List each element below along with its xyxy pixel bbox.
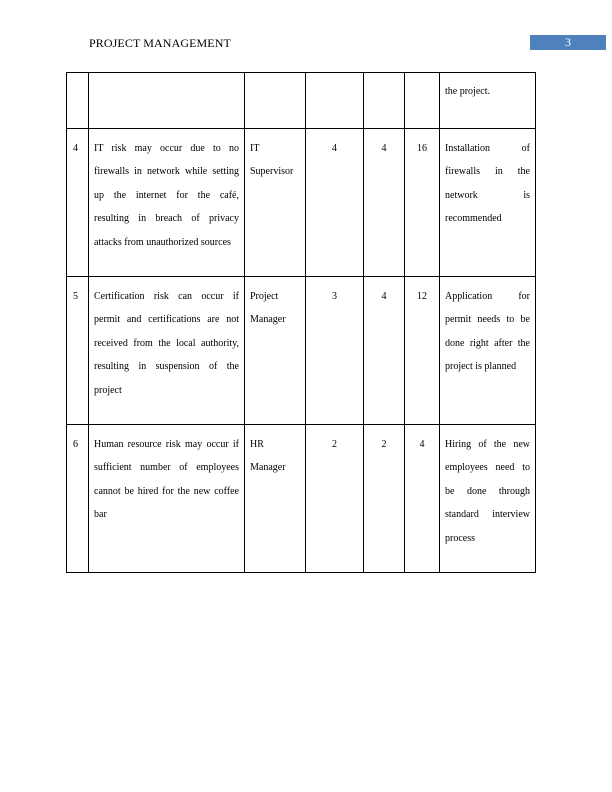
table-row xyxy=(67,425,536,573)
table-row xyxy=(67,129,536,277)
cell-owner xyxy=(245,73,306,129)
cell-no xyxy=(67,73,89,129)
cell-response: the project. xyxy=(440,73,536,129)
cell-response: Application for permit needs to be done right after the project is planned xyxy=(440,277,536,425)
owner-line: HR xyxy=(250,439,264,450)
owner-line: Manager xyxy=(250,462,286,474)
cell-owner xyxy=(245,129,306,277)
page-number: 3 xyxy=(530,35,606,50)
cell-description xyxy=(89,73,245,129)
owner-line: Supervisor xyxy=(250,166,294,178)
cell-score: 4 xyxy=(405,425,440,573)
cell-description: Certification risk can occur if permit and certifications are not received from the local authority, resulting in suspension of the project xyxy=(89,277,245,425)
cell-score: 12 xyxy=(405,277,440,425)
table-row-continuation xyxy=(67,73,536,129)
cell-probability: 3 xyxy=(306,277,364,425)
table-row xyxy=(67,277,536,425)
cell-impact: 2 xyxy=(364,425,405,573)
cell-probability: 2 xyxy=(306,425,364,573)
cell-response: Hiring of the new employees need to be done through standard interview process xyxy=(440,425,536,573)
cell-no: 6 xyxy=(67,425,89,573)
cell-impact: 4 xyxy=(364,129,405,277)
cell-description: IT risk may occur due to no firewalls in network while setting up the internet for the café, resulting in breach of privacy attacks from unauthorized sources xyxy=(89,129,245,277)
owner-line: Manager xyxy=(250,314,286,326)
cell-probability: 4 xyxy=(306,129,364,277)
cell-probability xyxy=(306,73,364,129)
risk-register-table xyxy=(66,72,536,573)
cell-no: 5 xyxy=(67,277,89,425)
cell-response: Installation of firewalls in the network is recommended xyxy=(440,129,536,277)
cell-impact: 4 xyxy=(364,277,405,425)
cell-score: 16 xyxy=(405,129,440,277)
cell-owner xyxy=(245,277,306,425)
running-header-title: PROJECT MANAGEMENT xyxy=(89,36,231,50)
owner-line: IT xyxy=(250,143,260,154)
cell-score xyxy=(405,73,440,129)
cell-no: 4 xyxy=(67,129,89,277)
cell-impact xyxy=(364,73,405,129)
owner-line: Project xyxy=(250,291,279,302)
cell-description: Human resource risk may occur if sufficient number of employees cannot be hired for the new coffee bar xyxy=(89,425,245,573)
cell-owner xyxy=(245,425,306,573)
